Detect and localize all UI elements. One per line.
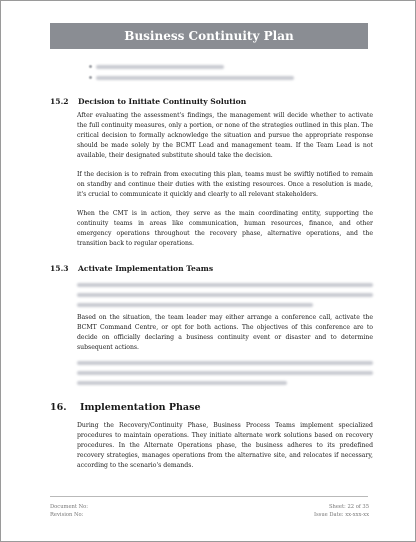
- redacted-text-line: [77, 371, 373, 375]
- paragraph: During the Recovery/Continuity Phase, Business Process Teams implement specialized procedures to maintain operations. They initiate alternate work solutions based on recovery procedures. In the Alternate Operations phase, the business adheres to its predefined recovery strategies, manages operations from the alternative site, and relocates if necessary, according to the scenario's demands.: [77, 422, 373, 469]
- redacted-text-line: [77, 361, 373, 365]
- section-heading: [50, 264, 213, 273]
- paragraph: Based on the situation, the team leader may either arrange a conference call, activate the BCMT Command Centre, or opt for both actions. The objectives of this conference are to decide on officially declaring a business continuity event or disaster and to determine subsequent actions.: [77, 314, 373, 351]
- paragraph: When the CMT is in action, they serve as the main coordinating entity, supporting the continuity teams in areas like communication, human resources, finance, and other emergency operations throughout the recovery phase, alternative operations, and the transition back to regular operations.: [77, 210, 373, 247]
- redacted-text-line: [77, 381, 287, 385]
- footer-document-no: Document No:: [50, 504, 89, 510]
- page-title-banner: Business Continuity Plan: [50, 23, 368, 49]
- redacted-bullet-dot: [89, 65, 92, 68]
- section-number: 15.3: [50, 264, 69, 273]
- redacted-bullet-dot: [89, 76, 92, 79]
- footer-sheet-number: Sheet: 22 of 35: [328, 504, 369, 510]
- section-heading: [50, 97, 246, 106]
- redacted-text-line: [96, 65, 224, 69]
- section-title: Implementation Phase: [80, 402, 201, 413]
- section-title: Activate Implementation Teams: [78, 264, 214, 273]
- redacted-text-line: [77, 283, 373, 287]
- redacted-text-line: [96, 76, 294, 80]
- section-heading: [50, 402, 201, 413]
- section-number: 16.: [50, 402, 67, 413]
- footer-revision-no: Revision No:: [50, 512, 84, 518]
- footer-divider: [50, 496, 368, 497]
- footer-issue-date: Issue Date: xx-xxx-xx: [313, 512, 369, 518]
- redacted-text-line: [77, 303, 313, 307]
- section-number: 15.2: [50, 97, 69, 106]
- paragraph: After evaluating the assessment's findings, the management will decide whether to activate the full continuity measures, only a portion, or none of the strategies outlined in this plan. The critical decision to formally acknowledge the situation and pursue the appropriate response should be made solely by the BCMT Lead and management team. If the Team Lead is not available, their designated substitute should take the decision.: [77, 112, 373, 159]
- paragraph: If the decision is to refrain from executing this plan, teams must be swiftly notified to remain on standby and continue their duties with the existing resources. Once a resolution is made, it's crucial to communicate it quickly and clearly to all relevant stakeholders.: [77, 171, 373, 198]
- section-title: Decision to Initiate Continuity Solution: [78, 97, 247, 106]
- redacted-text-line: [77, 293, 373, 297]
